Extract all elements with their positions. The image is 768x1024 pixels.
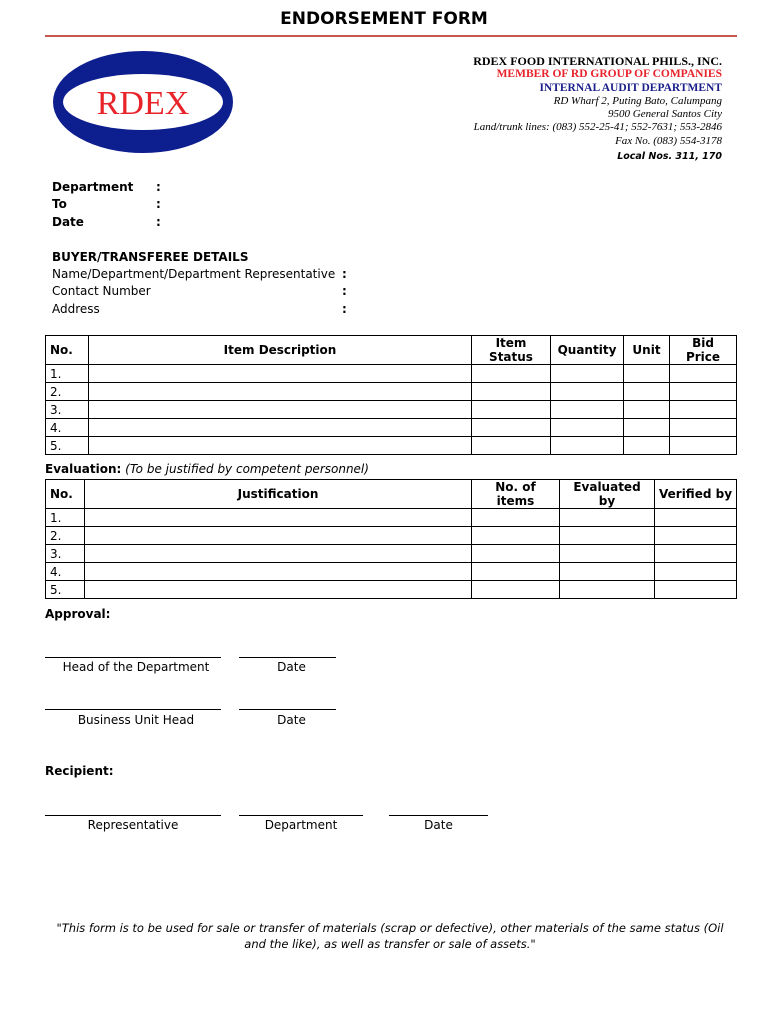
table-row bbox=[46, 419, 737, 437]
verified-by-cell[interactable] bbox=[655, 581, 737, 599]
to-label: To bbox=[52, 197, 67, 211]
item-status-cell[interactable] bbox=[472, 419, 551, 437]
items-header-no: No. bbox=[46, 336, 89, 365]
approval-date-line-1[interactable] bbox=[239, 657, 336, 658]
row-number: 4. bbox=[46, 563, 85, 581]
items-header-status: Item Status bbox=[472, 336, 551, 365]
evaluation-table bbox=[45, 479, 737, 599]
table-row bbox=[46, 401, 737, 419]
evaluation-note: (To be justified by competent personnel) bbox=[125, 462, 369, 476]
unit-cell[interactable] bbox=[624, 437, 670, 455]
row-number: 3. bbox=[46, 545, 85, 563]
row-number: 1. bbox=[46, 509, 85, 527]
item-status-cell[interactable] bbox=[472, 401, 551, 419]
verified-by-cell[interactable] bbox=[655, 563, 737, 581]
bid-price-cell[interactable] bbox=[670, 437, 737, 455]
representative-caption: Representative bbox=[87, 818, 179, 832]
company-address1: RD Wharf 2, Puting Bato, Calumpang bbox=[553, 94, 722, 107]
recipient-department-caption: Department bbox=[264, 818, 338, 832]
verified-by-cell[interactable] bbox=[655, 509, 737, 527]
table-row bbox=[46, 509, 737, 527]
justification-cell[interactable] bbox=[85, 581, 472, 599]
no-of-items-cell[interactable] bbox=[472, 581, 560, 599]
row-number: 5. bbox=[46, 437, 89, 455]
company-local: Local Nos. 311, 170 bbox=[617, 151, 722, 163]
to-colon: : bbox=[156, 197, 161, 211]
eval-header-verified-by: Verified by bbox=[655, 480, 737, 509]
unit-cell[interactable] bbox=[624, 401, 670, 419]
item-description-cell[interactable] bbox=[89, 383, 472, 401]
unit-cell[interactable] bbox=[624, 419, 670, 437]
bid-price-cell[interactable] bbox=[670, 365, 737, 383]
contact-label: Contact Number bbox=[52, 284, 151, 298]
department-colon: : bbox=[156, 180, 161, 194]
title-rule bbox=[45, 35, 737, 37]
form-title: ENDORSEMENT FORM bbox=[280, 9, 488, 29]
evaluated-by-cell[interactable] bbox=[560, 545, 655, 563]
eval-header-items: No. of items bbox=[472, 480, 560, 509]
company-name: RDEX FOOD INTERNATIONAL PHILS., INC. bbox=[473, 54, 722, 68]
table-row bbox=[46, 365, 737, 383]
company-address2: 9500 General Santos City bbox=[608, 108, 722, 121]
footnote: "This form is to be used for sale or transfer of materials (scrap or defective), other materials of the same status (Oil and the like), as well as transfer or sale of assets." bbox=[56, 921, 724, 951]
item-status-cell[interactable] bbox=[472, 383, 551, 401]
quantity-cell[interactable] bbox=[551, 437, 624, 455]
approval-date-line-2[interactable] bbox=[239, 709, 336, 710]
row-number: 5. bbox=[46, 581, 85, 599]
evaluated-by-cell[interactable] bbox=[560, 563, 655, 581]
approval-date-caption-1: Date bbox=[277, 660, 306, 674]
row-number: 4. bbox=[46, 419, 89, 437]
bid-price-cell[interactable] bbox=[670, 401, 737, 419]
item-description-cell[interactable] bbox=[89, 365, 472, 383]
company-landlines: Land/trunk lines: (083) 552-25-41; 552-7631; 553-2846 bbox=[473, 121, 722, 134]
items-header-bid-price: Bid Price bbox=[670, 336, 737, 365]
head-of-department-caption: Head of the Department bbox=[62, 660, 210, 674]
logo-text: RDEX bbox=[96, 85, 190, 122]
item-status-cell[interactable] bbox=[472, 437, 551, 455]
item-status-cell[interactable] bbox=[472, 365, 551, 383]
business-unit-head-caption: Business Unit Head bbox=[77, 713, 195, 727]
address-label: Address bbox=[52, 302, 100, 316]
no-of-items-cell[interactable] bbox=[472, 545, 560, 563]
no-of-items-cell[interactable] bbox=[472, 509, 560, 527]
items-header-description: Item Description bbox=[89, 336, 472, 365]
justification-cell[interactable] bbox=[85, 545, 472, 563]
no-of-items-cell[interactable] bbox=[472, 563, 560, 581]
verified-by-cell[interactable] bbox=[655, 527, 737, 545]
approval-date-caption-2: Date bbox=[277, 713, 306, 727]
company-fax: Fax No. (083) 554-3178 bbox=[615, 134, 722, 147]
recipient-heading: Recipient: bbox=[45, 764, 114, 778]
item-description-cell[interactable] bbox=[89, 437, 472, 455]
table-row bbox=[46, 581, 737, 599]
quantity-cell[interactable] bbox=[551, 401, 624, 419]
row-number: 2. bbox=[46, 383, 89, 401]
evaluation-header-row bbox=[46, 480, 737, 509]
quantity-cell[interactable] bbox=[551, 419, 624, 437]
items-header-quantity: Quantity bbox=[551, 336, 624, 365]
evaluated-by-cell[interactable] bbox=[560, 527, 655, 545]
buyer-heading: BUYER/TRANSFEREE DETAILS bbox=[52, 250, 249, 264]
items-table bbox=[45, 335, 737, 455]
row-number: 1. bbox=[46, 365, 89, 383]
item-description-cell[interactable] bbox=[89, 419, 472, 437]
evaluated-by-cell[interactable] bbox=[560, 581, 655, 599]
justification-cell[interactable] bbox=[85, 527, 472, 545]
quantity-cell[interactable] bbox=[551, 383, 624, 401]
evaluation-label: Evaluation: bbox=[45, 462, 122, 476]
head-of-department-signature-line[interactable] bbox=[45, 657, 221, 658]
bid-price-cell[interactable] bbox=[670, 419, 737, 437]
table-row bbox=[46, 563, 737, 581]
company-block bbox=[473, 55, 722, 163]
date-colon: : bbox=[156, 215, 161, 229]
buyer-name-label: Name/Department/Department Representative bbox=[52, 267, 336, 281]
date-label: Date bbox=[52, 215, 84, 229]
recipient-department-line[interactable] bbox=[239, 815, 363, 816]
table-row bbox=[46, 437, 737, 455]
table-row bbox=[46, 383, 737, 401]
justification-cell[interactable] bbox=[85, 509, 472, 527]
row-number: 2. bbox=[46, 527, 85, 545]
recipient-date-line[interactable] bbox=[389, 815, 488, 816]
eval-header-justification: Justification bbox=[85, 480, 472, 509]
eval-header-evaluated-by: Evaluated by bbox=[560, 480, 655, 509]
quantity-cell[interactable] bbox=[551, 365, 624, 383]
items-header-row bbox=[46, 336, 737, 365]
verified-by-cell[interactable] bbox=[655, 545, 737, 563]
business-unit-head-signature-line[interactable] bbox=[45, 709, 221, 710]
item-description-cell[interactable] bbox=[89, 401, 472, 419]
unit-cell[interactable] bbox=[624, 365, 670, 383]
buyer-name-colon: : bbox=[342, 267, 347, 281]
unit-cell[interactable] bbox=[624, 383, 670, 401]
company-department: INTERNAL AUDIT DEPARTMENT bbox=[539, 81, 722, 94]
contact-colon: : bbox=[342, 284, 347, 298]
table-row bbox=[46, 545, 737, 563]
no-of-items-cell[interactable] bbox=[472, 527, 560, 545]
row-number: 3. bbox=[46, 401, 89, 419]
rdex-logo bbox=[52, 50, 234, 154]
department-label: Department bbox=[52, 180, 134, 194]
representative-signature-line[interactable] bbox=[45, 815, 221, 816]
justification-cell[interactable] bbox=[85, 563, 472, 581]
company-member: MEMBER OF RD GROUP OF COMPANIES bbox=[496, 68, 722, 81]
table-row bbox=[46, 527, 737, 545]
evaluation-caption bbox=[45, 462, 369, 476]
approval-heading: Approval: bbox=[45, 607, 111, 621]
address-colon: : bbox=[342, 302, 347, 316]
evaluated-by-cell[interactable] bbox=[560, 509, 655, 527]
eval-header-no: No. bbox=[46, 480, 85, 509]
recipient-date-caption: Date bbox=[424, 818, 453, 832]
items-header-unit: Unit bbox=[624, 336, 670, 365]
bid-price-cell[interactable] bbox=[670, 383, 737, 401]
